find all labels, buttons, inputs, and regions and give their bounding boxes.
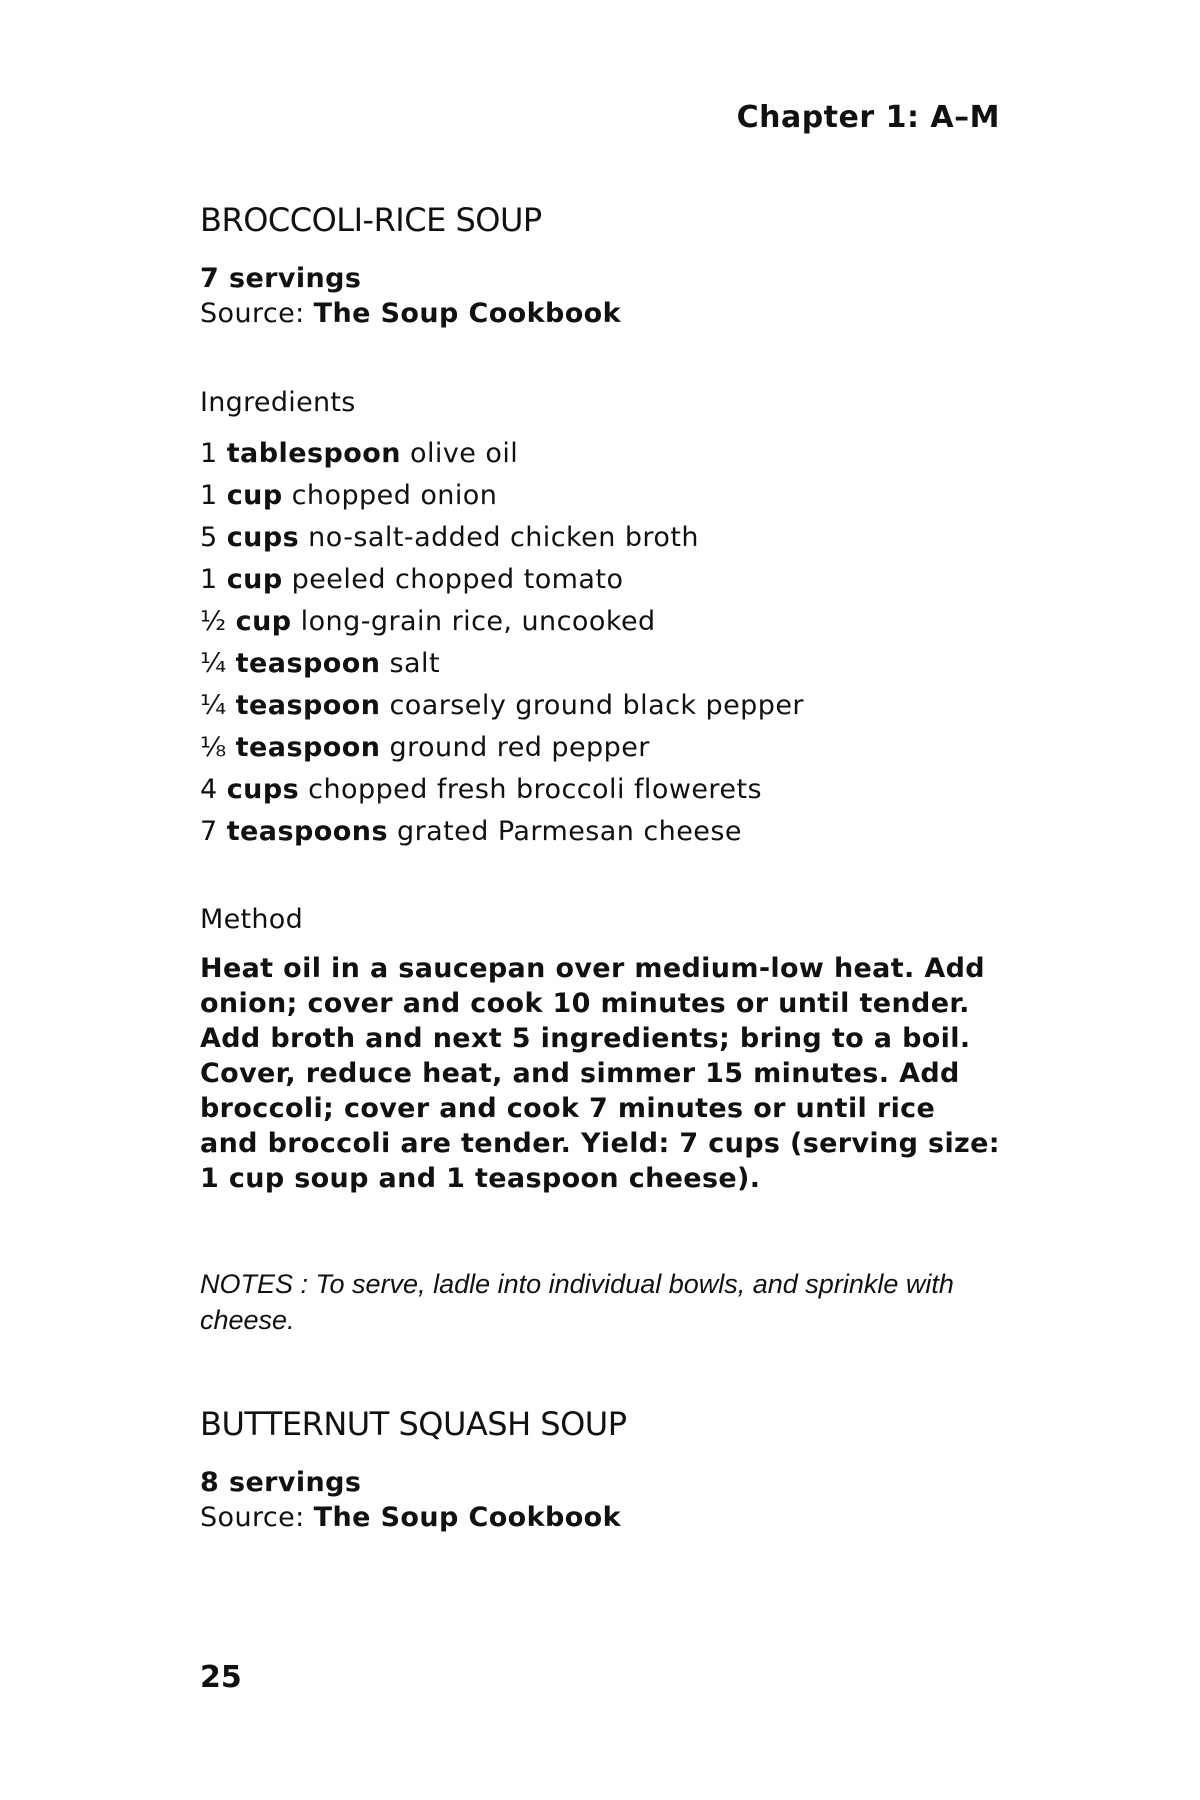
ingredient-item: 5 cups no-salt-added chicken broth: [200, 522, 699, 553]
chapter-header: Chapter 1: A–M: [736, 100, 1000, 135]
recipe-servings: 7 servings: [200, 263, 362, 294]
source-name: The Soup Cookbook: [313, 298, 621, 329]
ingredient-item: 1 cup chopped onion: [200, 480, 498, 511]
recipe-broccoli-rice-soup: [200, 200, 1000, 1338]
recipe-source: [200, 296, 1000, 332]
page-number: 25: [200, 1660, 242, 1695]
recipe-notes: NOTES : To serve, ladle into individual bowls, and sprinkle with cheese.: [200, 1269, 954, 1335]
recipe-servings: 8 servings: [200, 1467, 362, 1498]
ingredient-item: 1 cup peeled chopped tomato: [200, 564, 624, 595]
ingredient-item: ¼ teaspoon coarsely ground black pepper: [200, 690, 804, 721]
recipe-title: BROCCOLI-RICE SOUP: [200, 201, 542, 239]
ingredient-item: 4 cups chopped fresh broccoli flowerets: [200, 774, 762, 805]
ingredient-item: 7 teaspoons grated Parmesan cheese: [200, 816, 742, 847]
source-name: The Soup Cookbook: [313, 1502, 621, 1533]
method-heading: Method: [200, 904, 304, 935]
ingredient-item: ½ cup long-grain rice, uncooked: [200, 606, 656, 637]
ingredient-item: 1 tablespoon olive oil: [200, 438, 519, 469]
ingredient-item: ⅛ teaspoon ground red pepper: [200, 732, 650, 763]
ingredients-heading: Ingredients: [200, 387, 356, 418]
page-content: [200, 200, 1000, 1536]
method-text: Heat oil in a saucepan over medium-low heat. Add onion; cover and cook 10 minutes or until tender. Add broth and next 5 ingredients; bring to a boil. Cover, reduce heat, and simmer 15 minutes. Add broccoli; cover and cook 7 minutes or until rice and broccoli are tender. Yield: 7 cups (serving size: 1 cup soup and 1 teaspoon cheese).: [200, 953, 1000, 1194]
ingredient-list: [200, 433, 1000, 853]
recipe-title: BUTTERNUT SQUASH SOUP: [200, 1405, 627, 1443]
recipe-source: [200, 1500, 1000, 1536]
ingredient-item: ¼ teaspoon salt: [200, 648, 440, 679]
source-label: Source:: [200, 298, 305, 329]
recipe-butternut-squash-soup: [200, 1404, 1000, 1536]
source-label: Source:: [200, 1502, 305, 1533]
